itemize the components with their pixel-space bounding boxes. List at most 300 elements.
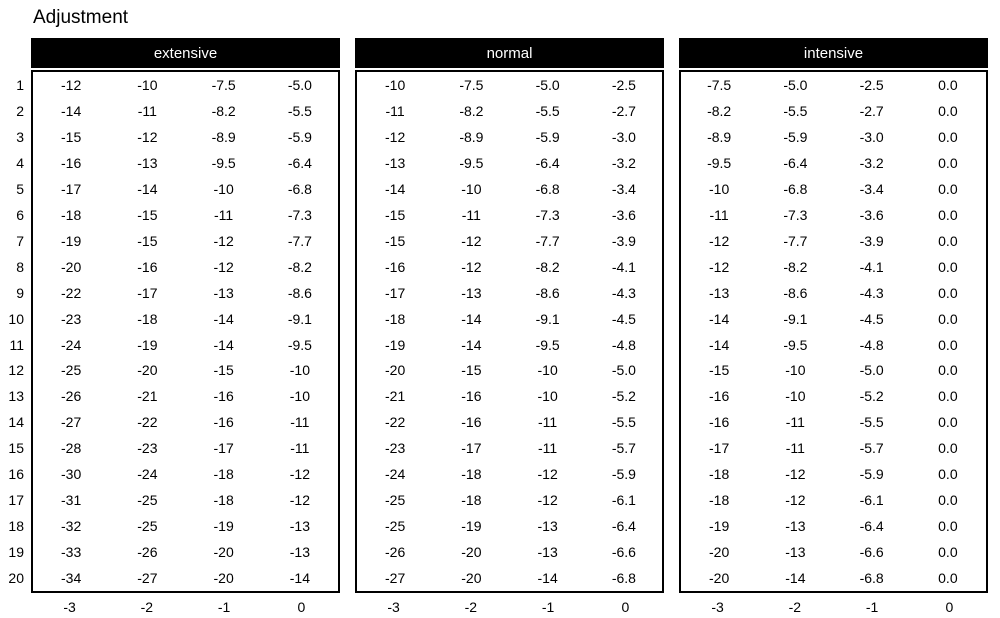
table-cell: -15 bbox=[709, 362, 730, 379]
table-cell: -15 bbox=[213, 362, 234, 379]
table-row bbox=[681, 565, 986, 591]
table-cell: -6.4 bbox=[535, 154, 560, 171]
table-cell: 0.0 bbox=[938, 180, 958, 197]
table-cell: -8.9 bbox=[459, 128, 484, 145]
table-row bbox=[681, 357, 986, 383]
table-cell: -4.1 bbox=[859, 258, 884, 275]
table-cell: 0.0 bbox=[938, 466, 958, 483]
table-row bbox=[33, 539, 338, 565]
table-cell: -11 bbox=[137, 102, 157, 119]
table-row bbox=[357, 565, 662, 591]
table-cell: -15 bbox=[385, 206, 406, 223]
table-row bbox=[357, 124, 662, 150]
table-row bbox=[357, 72, 662, 98]
table-cell: -5.0 bbox=[859, 362, 884, 379]
row-label: 11 bbox=[9, 336, 24, 353]
table-cell: -6.8 bbox=[611, 570, 636, 587]
table-row bbox=[681, 513, 986, 539]
table-cell: -4.5 bbox=[611, 310, 636, 327]
table-cell: -27 bbox=[385, 570, 406, 587]
table-cell: -3.9 bbox=[611, 232, 636, 249]
table-cell: -9.1 bbox=[535, 310, 560, 327]
table-cell: -5.9 bbox=[783, 128, 808, 145]
row-label: 6 bbox=[16, 206, 24, 223]
table-row bbox=[33, 254, 338, 280]
table-cell: -12 bbox=[289, 466, 310, 483]
table-cell: -26 bbox=[61, 388, 82, 405]
panel-intensive bbox=[679, 38, 988, 618]
panel-normal bbox=[355, 38, 664, 618]
table-row bbox=[33, 513, 338, 539]
table-cell: -12 bbox=[213, 258, 234, 275]
table-cell: -26 bbox=[385, 544, 406, 561]
table-cell: -5.5 bbox=[287, 102, 312, 119]
page-title: Adjustment bbox=[33, 7, 129, 28]
table-cell: -18 bbox=[137, 310, 158, 327]
table-cell: -3.9 bbox=[859, 232, 884, 249]
table-cell: -11 bbox=[385, 102, 405, 119]
table-cell: -13 bbox=[709, 284, 730, 301]
table-cell: -15 bbox=[385, 232, 406, 249]
table-cell: -24 bbox=[385, 466, 406, 483]
table-row bbox=[681, 435, 986, 461]
table-row bbox=[33, 409, 338, 435]
table-cell: 0.0 bbox=[938, 336, 958, 353]
table-cell: -3.2 bbox=[611, 154, 636, 171]
table-cell: 0.0 bbox=[938, 154, 958, 171]
panel-header bbox=[679, 38, 988, 68]
table-cell: -4.3 bbox=[859, 284, 884, 301]
table-cell: -12 bbox=[537, 466, 558, 483]
table-cell: -19 bbox=[461, 518, 482, 535]
table-cell: -18 bbox=[461, 492, 482, 509]
table-cell: -5.0 bbox=[535, 76, 560, 93]
table-cell: -7.5 bbox=[211, 76, 236, 93]
table-cell: -25 bbox=[61, 362, 82, 379]
table-cell: -25 bbox=[137, 492, 158, 509]
table-cell: -5.0 bbox=[287, 76, 312, 93]
table-cell: -16 bbox=[61, 154, 82, 171]
table-cell: -10 bbox=[289, 388, 310, 405]
table-cell: -7.3 bbox=[287, 206, 312, 223]
table-row bbox=[33, 150, 338, 176]
table-row bbox=[357, 332, 662, 358]
table-cell: -11 bbox=[461, 206, 481, 223]
table-cell: -18 bbox=[461, 466, 482, 483]
table-cell: 0.0 bbox=[938, 206, 958, 223]
panel-header bbox=[31, 38, 340, 68]
table-cell: -10 bbox=[213, 180, 234, 197]
panel-header-label: intensive bbox=[803, 44, 864, 62]
table-row bbox=[681, 409, 986, 435]
table-cell: -12 bbox=[385, 128, 406, 145]
table-cell: -25 bbox=[385, 518, 406, 535]
table-row bbox=[357, 254, 662, 280]
table-cell: -12 bbox=[785, 466, 806, 483]
table-row bbox=[357, 150, 662, 176]
table-row bbox=[357, 228, 662, 254]
table-row bbox=[681, 124, 986, 150]
table-cell: 0.0 bbox=[938, 570, 958, 587]
table-cell: -7.5 bbox=[459, 76, 484, 93]
table-cell: 0.0 bbox=[938, 414, 958, 431]
table-row bbox=[33, 461, 338, 487]
table-cell: -16 bbox=[385, 258, 406, 275]
table-cell: -19 bbox=[61, 232, 82, 249]
table-cell: -22 bbox=[137, 414, 158, 431]
table-cell: -14 bbox=[537, 570, 558, 587]
table-cell: -11 bbox=[290, 440, 310, 457]
table-cell: 0.0 bbox=[938, 492, 958, 509]
table-row bbox=[357, 202, 662, 228]
table-cell: 0.0 bbox=[938, 310, 958, 327]
row-label: 8 bbox=[16, 258, 24, 275]
table-cell: -17 bbox=[213, 440, 234, 457]
table-cell: -8.2 bbox=[211, 102, 236, 119]
table-cell: -12 bbox=[213, 232, 234, 249]
table-cell: -6.8 bbox=[859, 570, 884, 587]
table-cell: -7.7 bbox=[783, 232, 808, 249]
table-cell: -5.5 bbox=[611, 414, 636, 431]
table-cell: -14 bbox=[289, 570, 310, 587]
table-cell: -5.2 bbox=[611, 388, 636, 405]
table-cell: -12 bbox=[709, 258, 730, 275]
row-label: 16 bbox=[8, 466, 24, 483]
table-row bbox=[681, 176, 986, 202]
table-cell: -17 bbox=[61, 180, 82, 197]
table-cell: -3.4 bbox=[611, 180, 636, 197]
column-label: 0 bbox=[945, 598, 954, 615]
table-cell: -11 bbox=[538, 440, 558, 457]
table-cell: -13 bbox=[213, 284, 234, 301]
table-cell: -33 bbox=[61, 544, 82, 561]
table-row bbox=[357, 176, 662, 202]
table-cell: -5.5 bbox=[859, 414, 884, 431]
table-cell: -8.6 bbox=[535, 284, 560, 301]
table-cell: -20 bbox=[709, 544, 730, 561]
table-cell: -24 bbox=[137, 466, 158, 483]
table-cell: -12 bbox=[461, 258, 482, 275]
table-cell: -14 bbox=[213, 310, 234, 327]
row-label: 1 bbox=[16, 76, 24, 93]
table-cell: -4.1 bbox=[611, 258, 636, 275]
table-cell: -11 bbox=[214, 206, 234, 223]
panel-header-label: normal bbox=[486, 44, 533, 62]
table-cell: -15 bbox=[137, 206, 158, 223]
table-cell: -13 bbox=[537, 518, 558, 535]
table-cell: -6.8 bbox=[287, 180, 312, 197]
table-cell: -20 bbox=[385, 362, 406, 379]
table-cell: -31 bbox=[61, 492, 82, 509]
table-cell: 0.0 bbox=[938, 362, 958, 379]
table-cell: -17 bbox=[385, 284, 406, 301]
column-label: -1 bbox=[865, 598, 879, 615]
table-row bbox=[681, 280, 986, 306]
table-row bbox=[33, 228, 338, 254]
table-cell: -16 bbox=[461, 388, 482, 405]
table-row bbox=[681, 487, 986, 513]
table-cell: -2.5 bbox=[611, 76, 636, 93]
table-row bbox=[681, 72, 986, 98]
table-cell: -19 bbox=[213, 518, 234, 535]
table-cell: -6.4 bbox=[287, 154, 312, 171]
table-row bbox=[681, 150, 986, 176]
table-cell: -34 bbox=[61, 570, 82, 587]
table-cell: -12 bbox=[785, 492, 806, 509]
table-cell: -20 bbox=[137, 362, 158, 379]
table-cell: -27 bbox=[61, 414, 82, 431]
table-cell: -12 bbox=[61, 76, 82, 93]
table-row bbox=[681, 98, 986, 124]
table-cell: -5.0 bbox=[611, 362, 636, 379]
table-cell: -20 bbox=[709, 570, 730, 587]
table-row bbox=[33, 306, 338, 332]
row-label: 19 bbox=[8, 544, 24, 561]
panel-footer bbox=[355, 593, 664, 618]
table-cell: -3.0 bbox=[859, 128, 884, 145]
table-row bbox=[33, 565, 338, 591]
panel-footer bbox=[679, 593, 988, 618]
table-row bbox=[33, 357, 338, 383]
table-cell: -5.9 bbox=[535, 128, 560, 145]
table-row bbox=[33, 487, 338, 513]
table-cell: -7.7 bbox=[287, 232, 312, 249]
table-cell: -2.7 bbox=[859, 102, 884, 119]
table-cell: -7.3 bbox=[783, 206, 808, 223]
table-row bbox=[357, 435, 662, 461]
table-cell: -25 bbox=[385, 492, 406, 509]
table-cell: -10 bbox=[461, 180, 482, 197]
table-cell: -13 bbox=[385, 154, 406, 171]
table-cell: -20 bbox=[213, 544, 234, 561]
table-cell: -17 bbox=[709, 440, 730, 457]
table-row bbox=[33, 435, 338, 461]
table-cell: 0.0 bbox=[938, 440, 958, 457]
table-cell: -9.5 bbox=[707, 154, 732, 171]
table-cell: -9.1 bbox=[287, 310, 312, 327]
row-label: 7 bbox=[16, 232, 24, 249]
table-cell: -5.9 bbox=[611, 466, 636, 483]
table-cell: -3.0 bbox=[611, 128, 636, 145]
panel-body bbox=[355, 70, 664, 593]
table-cell: -6.6 bbox=[611, 544, 636, 561]
table-cell: -11 bbox=[538, 414, 558, 431]
table-row bbox=[33, 202, 338, 228]
table-cell: -18 bbox=[385, 310, 406, 327]
table-cell: 0.0 bbox=[938, 102, 958, 119]
table-cell: 0.0 bbox=[938, 388, 958, 405]
column-label: -2 bbox=[464, 598, 478, 615]
table-cell: -21 bbox=[137, 388, 158, 405]
table-cell: -10 bbox=[137, 76, 158, 93]
table-row bbox=[357, 513, 662, 539]
table-cell: -11 bbox=[290, 414, 310, 431]
table-row bbox=[681, 461, 986, 487]
column-label: -2 bbox=[140, 598, 154, 615]
table-row bbox=[681, 306, 986, 332]
table-row bbox=[681, 254, 986, 280]
table-cell: -18 bbox=[213, 466, 234, 483]
table-cell: -3.6 bbox=[611, 206, 636, 223]
table-cell: 0.0 bbox=[938, 76, 958, 93]
panel-footer bbox=[31, 593, 340, 618]
table-cell: -5.0 bbox=[783, 76, 808, 93]
table-cell: -8.2 bbox=[783, 258, 808, 275]
table-cell: -6.6 bbox=[859, 544, 884, 561]
column-label: -1 bbox=[217, 598, 231, 615]
table-cell: -15 bbox=[461, 362, 482, 379]
table-cell: -17 bbox=[137, 284, 158, 301]
table-cell: 0.0 bbox=[938, 258, 958, 275]
table-cell: -32 bbox=[61, 518, 82, 535]
row-label: 13 bbox=[8, 388, 24, 405]
table-cell: -16 bbox=[213, 414, 234, 431]
table-cell: -10 bbox=[709, 180, 730, 197]
table-cell: -14 bbox=[213, 336, 234, 353]
table-cell: -13 bbox=[537, 544, 558, 561]
table-cell: -10 bbox=[785, 362, 806, 379]
panels-container bbox=[31, 38, 988, 618]
table-cell: -12 bbox=[137, 128, 158, 145]
table-cell: -18 bbox=[709, 492, 730, 509]
table-cell: -18 bbox=[709, 466, 730, 483]
table-cell: -12 bbox=[537, 492, 558, 509]
table-cell: -15 bbox=[61, 128, 82, 145]
table-cell: -13 bbox=[785, 544, 806, 561]
row-label: 5 bbox=[16, 180, 24, 197]
table-cell: -6.4 bbox=[859, 518, 884, 535]
table-cell: -10 bbox=[537, 362, 558, 379]
table-cell: -3.4 bbox=[859, 180, 884, 197]
table-cell: -4.8 bbox=[859, 336, 884, 353]
panel-body bbox=[679, 70, 988, 593]
column-label: 0 bbox=[297, 598, 306, 615]
table-cell: -12 bbox=[461, 232, 482, 249]
table-cell: -5.5 bbox=[783, 102, 808, 119]
table-cell: -10 bbox=[537, 388, 558, 405]
table-cell: -2.7 bbox=[611, 102, 636, 119]
column-label: -3 bbox=[63, 598, 76, 615]
panel-body bbox=[31, 70, 340, 593]
table-cell: -19 bbox=[137, 336, 158, 353]
table-cell: -13 bbox=[461, 284, 482, 301]
table-cell: -5.2 bbox=[859, 388, 884, 405]
row-label: 10 bbox=[8, 310, 24, 327]
row-label: 15 bbox=[8, 440, 24, 457]
table-cell: -16 bbox=[709, 414, 730, 431]
table-cell: -14 bbox=[137, 180, 158, 197]
table-cell: -18 bbox=[61, 206, 82, 223]
row-label: 18 bbox=[8, 518, 24, 535]
table-cell: -20 bbox=[61, 258, 82, 275]
table-cell: -13 bbox=[289, 518, 310, 535]
table-cell: -17 bbox=[461, 440, 482, 457]
table-cell: -19 bbox=[709, 518, 730, 535]
table-cell: -4.3 bbox=[611, 284, 636, 301]
table-row bbox=[681, 228, 986, 254]
table-cell: -11 bbox=[785, 414, 805, 431]
table-cell: -15 bbox=[137, 232, 158, 249]
table-cell: -8.6 bbox=[287, 284, 312, 301]
column-label: -3 bbox=[387, 598, 400, 615]
table-cell: -8.9 bbox=[211, 128, 236, 145]
column-label: -3 bbox=[711, 598, 724, 615]
table-cell: -12 bbox=[709, 232, 730, 249]
table-cell: 0.0 bbox=[938, 128, 958, 145]
table-row bbox=[357, 280, 662, 306]
table-cell: -16 bbox=[461, 414, 482, 431]
table-cell: -12 bbox=[289, 492, 310, 509]
column-label: 0 bbox=[621, 598, 630, 615]
row-label: 20 bbox=[8, 570, 24, 587]
table-cell: -7.5 bbox=[707, 76, 732, 93]
table-row bbox=[33, 383, 338, 409]
table-cell: -20 bbox=[461, 544, 482, 561]
table-cell: -4.5 bbox=[859, 310, 884, 327]
row-label: 3 bbox=[16, 128, 24, 145]
table-cell: -6.1 bbox=[859, 492, 884, 509]
table-row bbox=[357, 357, 662, 383]
table-cell: -19 bbox=[385, 336, 406, 353]
table-cell: -7.3 bbox=[535, 206, 560, 223]
table-cell: -9.5 bbox=[535, 336, 560, 353]
table-cell: -10 bbox=[385, 76, 406, 93]
table-row bbox=[357, 461, 662, 487]
table-cell: -10 bbox=[289, 362, 310, 379]
table-row bbox=[33, 280, 338, 306]
table-cell: -25 bbox=[137, 518, 158, 535]
table-cell: -13 bbox=[785, 518, 806, 535]
table-row bbox=[357, 539, 662, 565]
table-cell: -21 bbox=[385, 388, 406, 405]
panel-extensive bbox=[31, 38, 340, 618]
table-cell: 0.0 bbox=[938, 232, 958, 249]
table-cell: -14 bbox=[61, 102, 82, 119]
table-row bbox=[681, 383, 986, 409]
table-cell: 0.0 bbox=[938, 518, 958, 535]
table-cell: -11 bbox=[709, 206, 729, 223]
table-row bbox=[681, 202, 986, 228]
table-cell: -9.5 bbox=[459, 154, 484, 171]
row-label: 14 bbox=[8, 414, 24, 431]
table-cell: -30 bbox=[61, 466, 82, 483]
table-cell: -20 bbox=[213, 570, 234, 587]
table-cell: -16 bbox=[709, 388, 730, 405]
table-cell: -11 bbox=[785, 440, 805, 457]
table-cell: -3.6 bbox=[859, 206, 884, 223]
row-label-column bbox=[0, 72, 28, 591]
table-cell: -14 bbox=[461, 310, 482, 327]
table-cell: -8.2 bbox=[535, 258, 560, 275]
table-cell: -14 bbox=[785, 570, 806, 587]
table-cell: -24 bbox=[61, 336, 82, 353]
row-label: 4 bbox=[16, 154, 24, 171]
table-row bbox=[357, 487, 662, 513]
row-label: 9 bbox=[16, 284, 24, 301]
row-label: 12 bbox=[8, 362, 24, 379]
table-cell: -3.2 bbox=[859, 154, 884, 171]
table-cell: -6.4 bbox=[783, 154, 808, 171]
table-cell: -10 bbox=[785, 388, 806, 405]
table-cell: -8.9 bbox=[707, 128, 732, 145]
row-label: 2 bbox=[16, 102, 24, 119]
table-row bbox=[357, 98, 662, 124]
table-cell: -9.5 bbox=[211, 154, 236, 171]
table-row bbox=[33, 124, 338, 150]
column-label: -1 bbox=[541, 598, 555, 615]
table-cell: -16 bbox=[137, 258, 158, 275]
table-cell: -9.5 bbox=[287, 336, 312, 353]
